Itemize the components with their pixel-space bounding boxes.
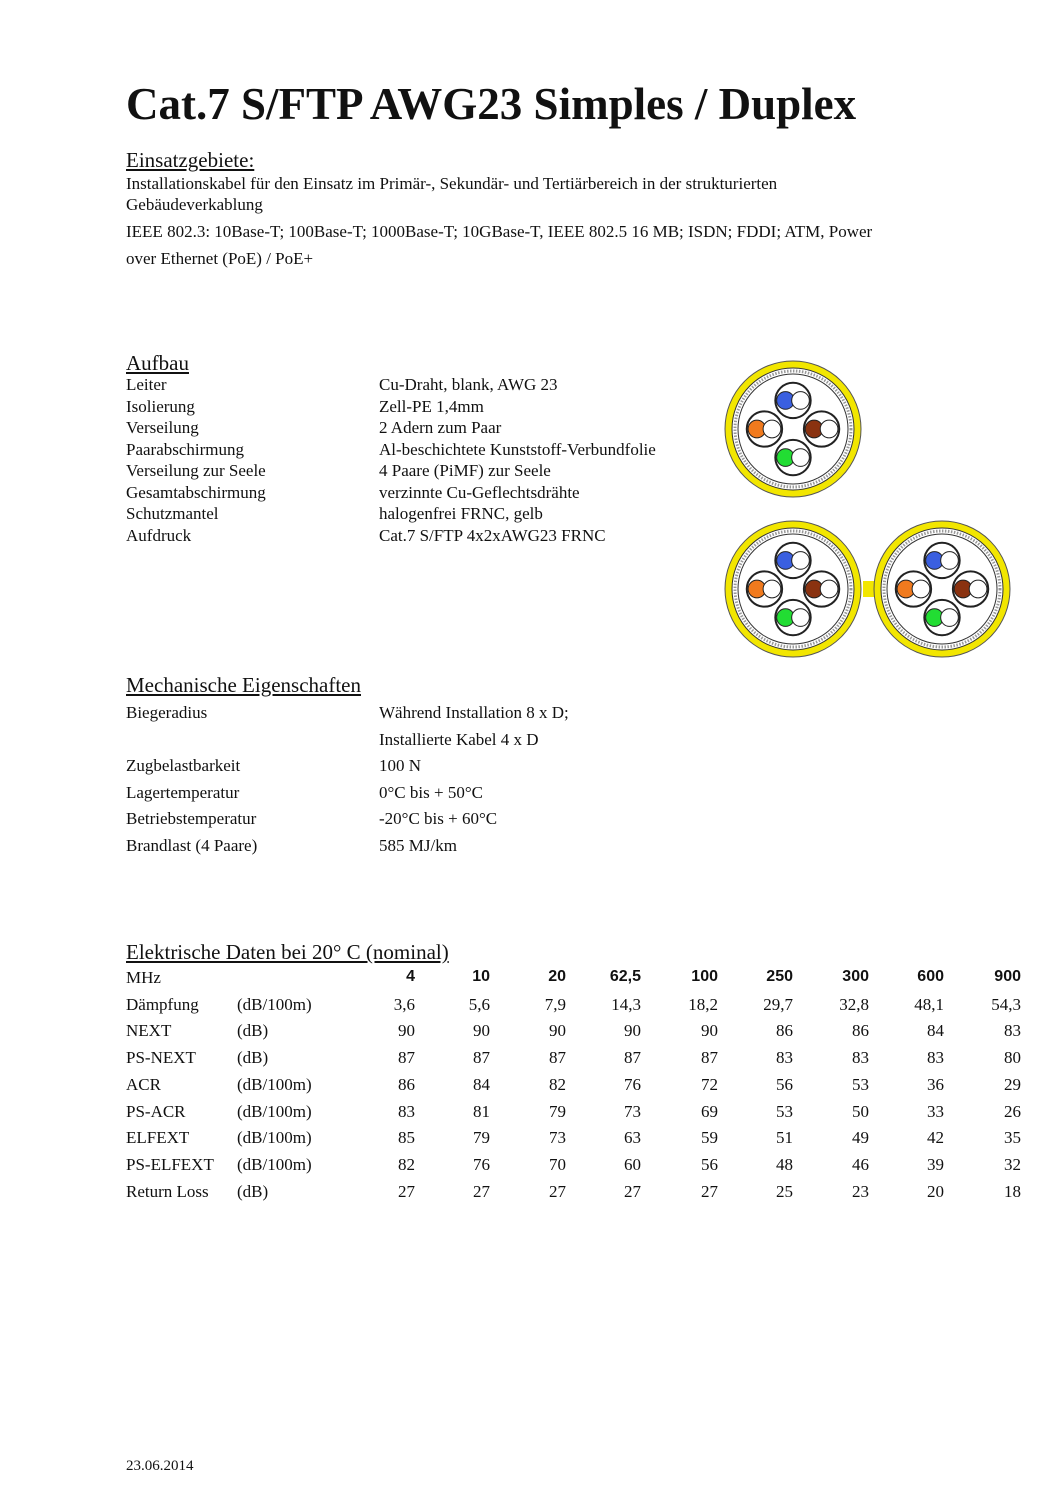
pair-wire-white <box>820 580 838 598</box>
aufbau-value: halogenfrei FRNC, gelb <box>379 504 543 523</box>
einsatz-line-3: IEEE 802.3: 10Base-T; 100Base-T; 1000Base-T; 10GBase-T, IEEE 802.5 16 MB; ISDN; FDDI; ATM, Power <box>126 222 873 241</box>
table-cell: 87 <box>473 1048 490 1068</box>
table-cell: 90 <box>624 1021 641 1041</box>
table-cell: 90 <box>549 1021 566 1041</box>
table-cell: 90 <box>701 1021 718 1041</box>
aufbau-value: Al-beschichtete Kunststoff-Verbundfolie <box>379 439 656 459</box>
table-cell: 49 <box>852 1128 869 1148</box>
table-cell: 53 <box>776 1101 793 1121</box>
parameter-name: Return Loss <box>126 1181 209 1201</box>
mechanisch-value: 585 MJ/km <box>379 836 457 855</box>
table-cell: 36 <box>927 1074 944 1094</box>
parameter-name: ELFEXT <box>126 1128 190 1148</box>
elektrisch-row <box>126 1182 1026 1208</box>
table-cell: 3,6 <box>393 994 415 1014</box>
parameter-unit: (dB) <box>237 1021 269 1041</box>
aufbau-label: Paarabschirmung <box>126 439 245 459</box>
page-title: Cat.7 S/FTP AWG23 Simples / Duplex <box>126 79 857 129</box>
parameter-name: PS-NEXT <box>126 1048 196 1068</box>
table-cell: 83 <box>1004 1021 1021 1041</box>
pair-wire-white <box>941 552 959 570</box>
table-cell: 86 <box>852 1021 869 1041</box>
parameter-name: NEXT <box>126 1021 172 1041</box>
mechanisch-heading: Mechanische Eigenschaften <box>126 673 361 697</box>
pair-wire-white <box>912 580 930 598</box>
elektrisch-row <box>126 1155 1026 1181</box>
elektrisch-row <box>126 995 1026 1021</box>
aufbau-label: Gesamtabschirmung <box>126 482 266 502</box>
table-cell: 18,2 <box>688 994 718 1014</box>
elektrisch-row <box>126 1048 1026 1074</box>
einsatz-line-4: over Ethernet (PoE) / PoE+ <box>126 249 314 268</box>
frequency-header: 100 <box>691 968 718 985</box>
parameter-unit: (dB) <box>237 1181 269 1201</box>
table-cell: 87 <box>624 1048 641 1068</box>
mechanisch-value: -20°C bis + 60°C <box>379 809 498 829</box>
aufbau-label: Isolierung <box>126 396 195 416</box>
einsatz-text <box>126 170 1026 272</box>
parameter-unit: (dB/100m) <box>237 1128 312 1148</box>
pair-wire-white <box>792 552 810 570</box>
table-cell: 60 <box>624 1154 641 1174</box>
mechanisch-value: 0°C bis + 50°C <box>379 782 483 802</box>
frequency-header: 20 <box>548 968 566 985</box>
einsatz-line-1: Installationskabel für den Einsatz im Primär-, Sekundär- und Tertiärbereich in der strukturierten <box>126 174 778 193</box>
table-cell: 83 <box>852 1048 869 1068</box>
table-cell: 90 <box>398 1021 415 1041</box>
elektrisch-row <box>126 1075 1026 1101</box>
elektrisch-row <box>126 1102 1026 1128</box>
einsatz-line-2: Gebäudeverkablung <box>126 195 263 214</box>
table-cell: 7,9 <box>544 994 566 1014</box>
table-cell: 54,3 <box>991 994 1021 1014</box>
table-cell: 73 <box>549 1128 566 1148</box>
aufbau-label: Aufdruck <box>126 525 192 545</box>
frequency-header: 62,5 <box>609 968 641 985</box>
table-cell: 80 <box>1004 1048 1021 1068</box>
mechanisch-value: Während Installation 8 x D; <box>379 703 569 722</box>
table-cell: 84 <box>927 1021 944 1041</box>
table-cell: 87 <box>701 1048 718 1068</box>
aufbau-value: 4 Paare (PiMF) zur Seele <box>379 461 551 480</box>
frequency-header: 250 <box>766 968 793 985</box>
table-cell: 59 <box>701 1128 718 1148</box>
table-cell: 76 <box>624 1074 641 1094</box>
parameter-name: PS-ELFEXT <box>126 1154 214 1174</box>
table-cell: 35 <box>1004 1128 1021 1148</box>
table-cell: 87 <box>549 1048 566 1068</box>
table-cell: 83 <box>776 1048 793 1068</box>
table-cell: 32 <box>1004 1154 1021 1174</box>
elektrisch-row <box>126 1128 1026 1154</box>
aufbau-value: verzinnte Cu-Geflechtsdrähte <box>379 482 580 502</box>
table-cell: 73 <box>624 1101 641 1121</box>
table-cell: 81 <box>473 1101 490 1121</box>
table-cell: 51 <box>776 1128 793 1148</box>
table-cell: 56 <box>701 1154 718 1174</box>
aufbau-label: Schutzmantel <box>126 504 219 523</box>
aufbau-label: Leiter <box>126 375 167 394</box>
table-cell: 27 <box>473 1181 490 1201</box>
table-cell: 48 <box>776 1154 793 1174</box>
table-cell: 27 <box>549 1181 566 1201</box>
table-cell: 29,7 <box>763 994 793 1014</box>
frequency-header: 900 <box>994 968 1021 985</box>
mechanisch-value: Installierte Kabel 4 x D <box>379 729 539 749</box>
mechanisch-label: Zugbelastbarkeit <box>126 756 241 776</box>
pair-wire-white <box>969 580 987 598</box>
parameter-unit: (dB) <box>237 1048 269 1068</box>
elektrisch-header-row <box>126 968 1026 994</box>
aufbau-value: Cat.7 S/FTP 4x2xAWG23 FRNC <box>379 525 606 545</box>
table-cell: 14,3 <box>611 994 641 1014</box>
table-cell: 23 <box>852 1181 869 1201</box>
elektrisch-heading: Elektrische Daten bei 20° C (nominal) <box>126 940 449 964</box>
table-cell: 29 <box>1004 1074 1021 1094</box>
frequency-header: 10 <box>472 968 490 985</box>
parameter-unit: (dB/100m) <box>237 994 312 1014</box>
table-cell: 26 <box>1004 1101 1021 1121</box>
mechanisch-value: 100 N <box>379 756 422 776</box>
parameter-unit: (dB/100m) <box>237 1074 312 1094</box>
aufbau-label: Verseilung <box>126 418 199 437</box>
table-cell: 87 <box>398 1048 415 1068</box>
aufbau-label: Verseilung zur Seele <box>126 461 266 480</box>
pair-wire-white <box>763 420 781 438</box>
table-cell: 90 <box>473 1021 490 1041</box>
aufbau-heading: Aufbau <box>126 351 189 375</box>
frequency-header: 600 <box>917 968 944 985</box>
mechanisch-label: Brandlast (4 Paare) <box>126 836 258 855</box>
table-cell: 86 <box>776 1021 793 1041</box>
table-cell: 50 <box>852 1101 869 1121</box>
table-cell: 39 <box>927 1154 944 1174</box>
pair-wire-white <box>792 609 810 627</box>
frequency-header: 4 <box>406 968 415 985</box>
table-cell: 46 <box>852 1154 869 1174</box>
table-cell: 27 <box>701 1181 718 1201</box>
parameter-name: PS-ACR <box>126 1101 186 1121</box>
parameter-name: Dämpfung <box>126 994 199 1014</box>
table-cell: 42 <box>927 1128 944 1148</box>
table-cell: 72 <box>701 1074 718 1094</box>
table-cell: 83 <box>398 1101 415 1121</box>
parameter-unit: (dB/100m) <box>237 1101 312 1121</box>
aufbau-value: 2 Adern zum Paar <box>379 418 502 437</box>
table-cell: 5,6 <box>468 994 490 1014</box>
table-cell: 63 <box>624 1128 641 1148</box>
pair-wire-white <box>941 609 959 627</box>
table-cell: 82 <box>398 1154 415 1174</box>
table-cell: 56 <box>776 1074 793 1094</box>
table-cell: 48,1 <box>914 994 944 1014</box>
table-cell: 84 <box>473 1074 490 1094</box>
aufbau-value: Zell-PE 1,4mm <box>379 396 484 416</box>
table-cell: 25 <box>776 1181 793 1201</box>
table-cell: 79 <box>473 1128 490 1148</box>
pair-wire-white <box>792 392 810 410</box>
table-cell: 76 <box>473 1154 490 1174</box>
table-cell: 82 <box>549 1074 566 1094</box>
pair-wire-white <box>820 420 838 438</box>
mechanisch-label: Betriebstemperatur <box>126 809 257 829</box>
mechanisch-label: Biegeradius <box>126 703 208 722</box>
cable-cross-section-diagram <box>720 355 1030 675</box>
table-cell: 85 <box>398 1128 415 1148</box>
mechanisch-label: Lagertemperatur <box>126 782 240 802</box>
parameter-name: ACR <box>126 1074 161 1094</box>
table-cell: 18 <box>1004 1181 1021 1201</box>
mhz-label: MHz <box>126 968 161 987</box>
table-cell: 83 <box>927 1048 944 1068</box>
einsatz-heading: Einsatzgebiete: <box>126 148 255 172</box>
elektrisch-row <box>126 1021 1026 1047</box>
table-cell: 32,8 <box>839 994 869 1014</box>
pair-wire-white <box>792 449 810 467</box>
table-cell: 27 <box>398 1181 415 1201</box>
table-cell: 53 <box>852 1074 869 1094</box>
pair-wire-white <box>763 580 781 598</box>
table-cell: 86 <box>398 1074 415 1094</box>
table-cell: 70 <box>549 1154 566 1174</box>
table-cell: 27 <box>624 1181 641 1201</box>
table-cell: 33 <box>927 1101 944 1121</box>
table-cell: 69 <box>701 1101 718 1121</box>
frequency-header: 300 <box>842 968 869 985</box>
aufbau-value: Cu-Draht, blank, AWG 23 <box>379 375 558 394</box>
footer-date: 23.06.2014 <box>126 1458 194 1474</box>
parameter-unit: (dB/100m) <box>237 1154 312 1174</box>
table-cell: 79 <box>549 1101 566 1121</box>
table-cell: 20 <box>927 1181 944 1201</box>
